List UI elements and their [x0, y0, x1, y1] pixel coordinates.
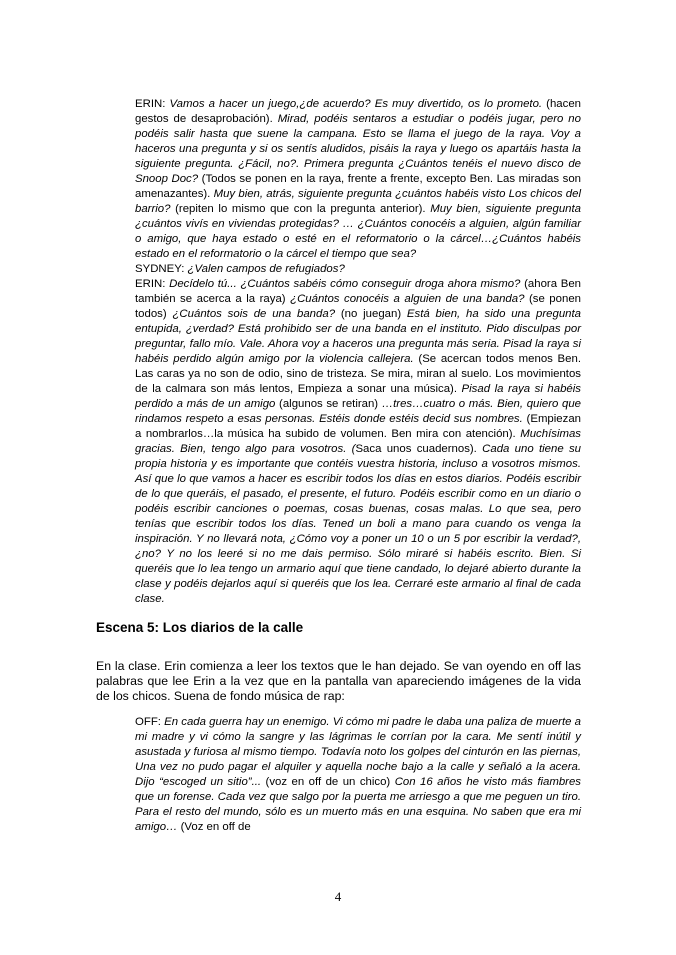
stage-direction-segment: SYDNEY:: [135, 263, 188, 275]
dialogue-italic-segment: …tres…cuatro o más. Bien, quiero que rindamos respeto a esas personas. Estéis donde estéis decid sus nombres.: [135, 398, 581, 425]
dialogue-italic-segment: Cada uno tiene su propia historia y es importante que contéis vuestra historia, incluso a vosotros mismos. Así que lo que vamos a hacer es escribir todos los días en estos diarios. Podéis escribir de lo que queráis, el pasado, el presente, el futuro. Podéis escribir como en un diario o podéis escribir canciones o poemas, cosas buenas, cosas malas. Lo que sea, pero tenías que escribir todos los días. Tened un boli a mano para cuando os venga la inspiración. Y no llevará nota, ¿Cómo voy a poner un 10 o un 5 por escribir la verdad?, ¿no? Y no los leeré si no me dais permiso. Sólo miraré si habéis escrito. Bien. Si queréis que lo lea tengo un armario aquí que tiene candado, lo dejaré abierto durante la clase y podéis dejarlos aquí si queréis que los lea. Cerraré este armario al final de cada clase.: [135, 443, 581, 605]
scene-description: En la clase. Erin comienza a leer los textos que le han dejado. Se van oyendo en off las palabras que lee Erin a la vez que en la pantalla van apareciendo imágenes de la vida de los chicos. Suena de fondo música de rap:: [96, 659, 581, 703]
dialogue-italic-segment: Muy bien, siguiente pregunta ¿cuántos vivís en viviendas protegidas? … ¿Cuántos conocéis a alguien, algún familiar o amigo, que haya estado o esté en el reformatorio o la cárcel…¿Cuántos habéis estado en el reformatorio o la cárcel el tiempo que sea?: [135, 203, 582, 260]
stage-direction-segment: (algunos se retiran): [279, 398, 382, 410]
stage-direction-segment: (voz en off de un chico): [265, 776, 395, 788]
stage-direction-segment: (hacen gestos de desaprobación).: [135, 98, 582, 125]
stage-direction-segment: Saca unos cuadernos).: [355, 443, 483, 455]
dialogue-italic-segment: Decídelo tú... ¿Cuántos sabéis cómo conseguir droga ahora mismo?: [169, 278, 525, 290]
dialogue-italic-segment: Mirad, podéis sentaros a estudiar o podéis jugar, pero no podéis salir hasta que suene la campana. Esto se llama el juego de la raya. Voy a haceros una pregunta y si os sentís aludidos, pisáis la raya y luego os apartáis hasta la siguiente pregunta. ¿Fácil, no?. Primera pregunta ¿Cuántos tenéis el nuevo disco de Snoop Doc?: [135, 113, 581, 185]
stage-direction-segment: (Voz en off de: [180, 821, 251, 833]
erin-dialogue-1: [135, 97, 581, 262]
stage-direction-segment: (repiten lo mismo que con la pregunta anterior).: [175, 203, 431, 215]
dialogue-italic-segment: ¿Valen campos de refugiados?: [187, 263, 345, 275]
stage-direction-segment: (no juegan): [340, 308, 407, 320]
dialogue-italic-segment: Muy bien, atrás, siguiente pregunta ¿cuántos habéis visto Los chicos del barrio?: [135, 188, 581, 215]
stage-direction-segment: (se ponen todos): [135, 293, 581, 320]
dialogue-italic-segment: En cada guerra hay un enemigo. Vi cómo mi padre le daba una paliza de muerte a mi madre y vi cómo la sangre y las lágrimas le corrían por la cara. Me sentí inútil y asustada y furiosa al mismo tiempo. Todavía noto los golpes del cinturón en las piernas, Una vez no pudo pagar el alquiler y aquella noche bajo a la calle y señaló a la acera. Dijo “escoged un sitio”...: [135, 716, 581, 788]
stage-direction-segment: ERIN:: [135, 278, 170, 290]
page-number: 4: [334, 889, 342, 904]
dialogue-italic-segment: Muchísimas gracias. Bien, tengo algo para vosotros. (: [135, 428, 581, 455]
stage-direction-segment: OFF:: [135, 716, 165, 728]
erin-dialogue-2: [135, 277, 581, 607]
dialogue-italic-segment: ¿Cuántos conocéis a alguien de una banda?: [290, 293, 529, 305]
stage-direction-segment: (Empiezan a nombrarlos…la música ha subido de volumen. Ben mira con atención).: [135, 413, 581, 440]
dialogue-italic-segment: Vamos a hacer un juego,¿de acuerdo? Es muy divertido, os lo prometo.: [169, 98, 547, 110]
stage-direction-segment: (ahora Ben también se acerca a la raya): [135, 278, 582, 305]
dialogue-italic-segment: ¿Cuántos sois de una banda?: [172, 308, 341, 320]
dialogue-italic-segment: Con 16 años he visto más fiambres que un forense. Cada vez que salgo por la puerta me arriesgo a que me peguen un tiro. Para el resto del mundo, sólo es un muerto más en una esquina. No saben que era mi amigo…: [135, 776, 582, 833]
sydney-dialogue: [135, 262, 581, 277]
scene-heading: Escena 5: Los diarios de la calle: [96, 620, 304, 635]
dialogue-italic-segment: Está bien, ha sido una pregunta entupida, ¿verdad? Está prohibido ser de una banda en el instituto. Pido disculpas por preguntar, fallo mío. Vale. Ahora voy a haceros una pregunta más seria. Pisad la raya si habéis perdido algún amigo por la violencia callejera.: [135, 308, 581, 365]
off-dialogue: [135, 715, 581, 835]
stage-direction-segment: ERIN:: [135, 98, 170, 110]
dialogue-italic-segment: Pisad la raya si habéis perdido a más de un amigo: [135, 383, 581, 410]
stage-direction-segment: (Todos se ponen en la raya, frente a frente, excepto Ben. Las miradas son amenazantes).: [135, 173, 582, 200]
stage-direction-segment: (Se acercan todos menos Ben. Las caras ya no son de odio, sino de tristeza. Se mira, miran al suelo. Los movimientos de la calmara son más lentos, Empieza a sonar una música).: [135, 353, 581, 395]
